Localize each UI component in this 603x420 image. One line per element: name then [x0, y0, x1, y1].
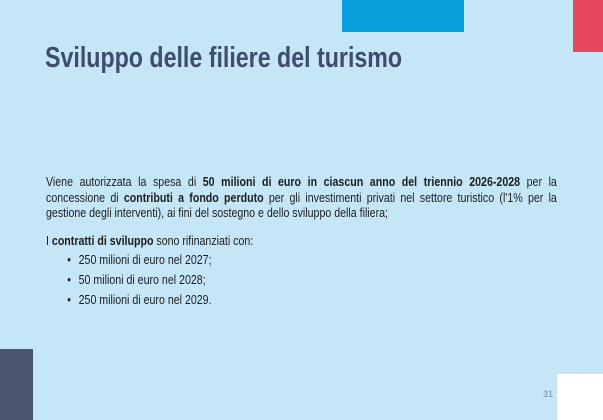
bottom-left-navy-rectangle — [0, 349, 33, 420]
top-right-red-rectangle — [573, 0, 603, 52]
bullet-item — [67, 273, 557, 289]
bullet-dot-icon: • — [67, 292, 71, 307]
bullet-item — [67, 293, 557, 309]
paragraph-development-contracts: I contratti di sviluppo sono rifinanziati con: — [46, 233, 254, 248]
page-number: 31 — [543, 389, 554, 399]
slide-title: Sviluppo delle filiere del turismo — [45, 42, 403, 74]
bullet-text: 250 milioni di euro nel 2029. — [78, 292, 212, 307]
bullet-list — [46, 253, 557, 308]
bullet-text: 50 milioni di euro nel 2028; — [78, 272, 206, 287]
bullet-dot-icon: • — [67, 272, 71, 287]
top-blue-rectangle — [342, 0, 464, 32]
slide-body — [46, 175, 557, 312]
bullet-dot-icon: • — [67, 253, 71, 268]
bullet-item — [67, 253, 557, 269]
bullet-text: 250 milioni di euro nel 2027; — [78, 253, 212, 268]
bottom-right-white-box — [557, 374, 603, 420]
paragraph-spending-authorization: Viene autorizzata la spesa di 50 milioni di euro in ciascun anno del triennio 2026-2028 per la concessione di contributi a fondo perduto per gli investimenti privati nel settore turistico (l'1% per la gestione degli interventi), ai fini del sostegno e dello sviluppo della filiera; — [46, 175, 557, 221]
